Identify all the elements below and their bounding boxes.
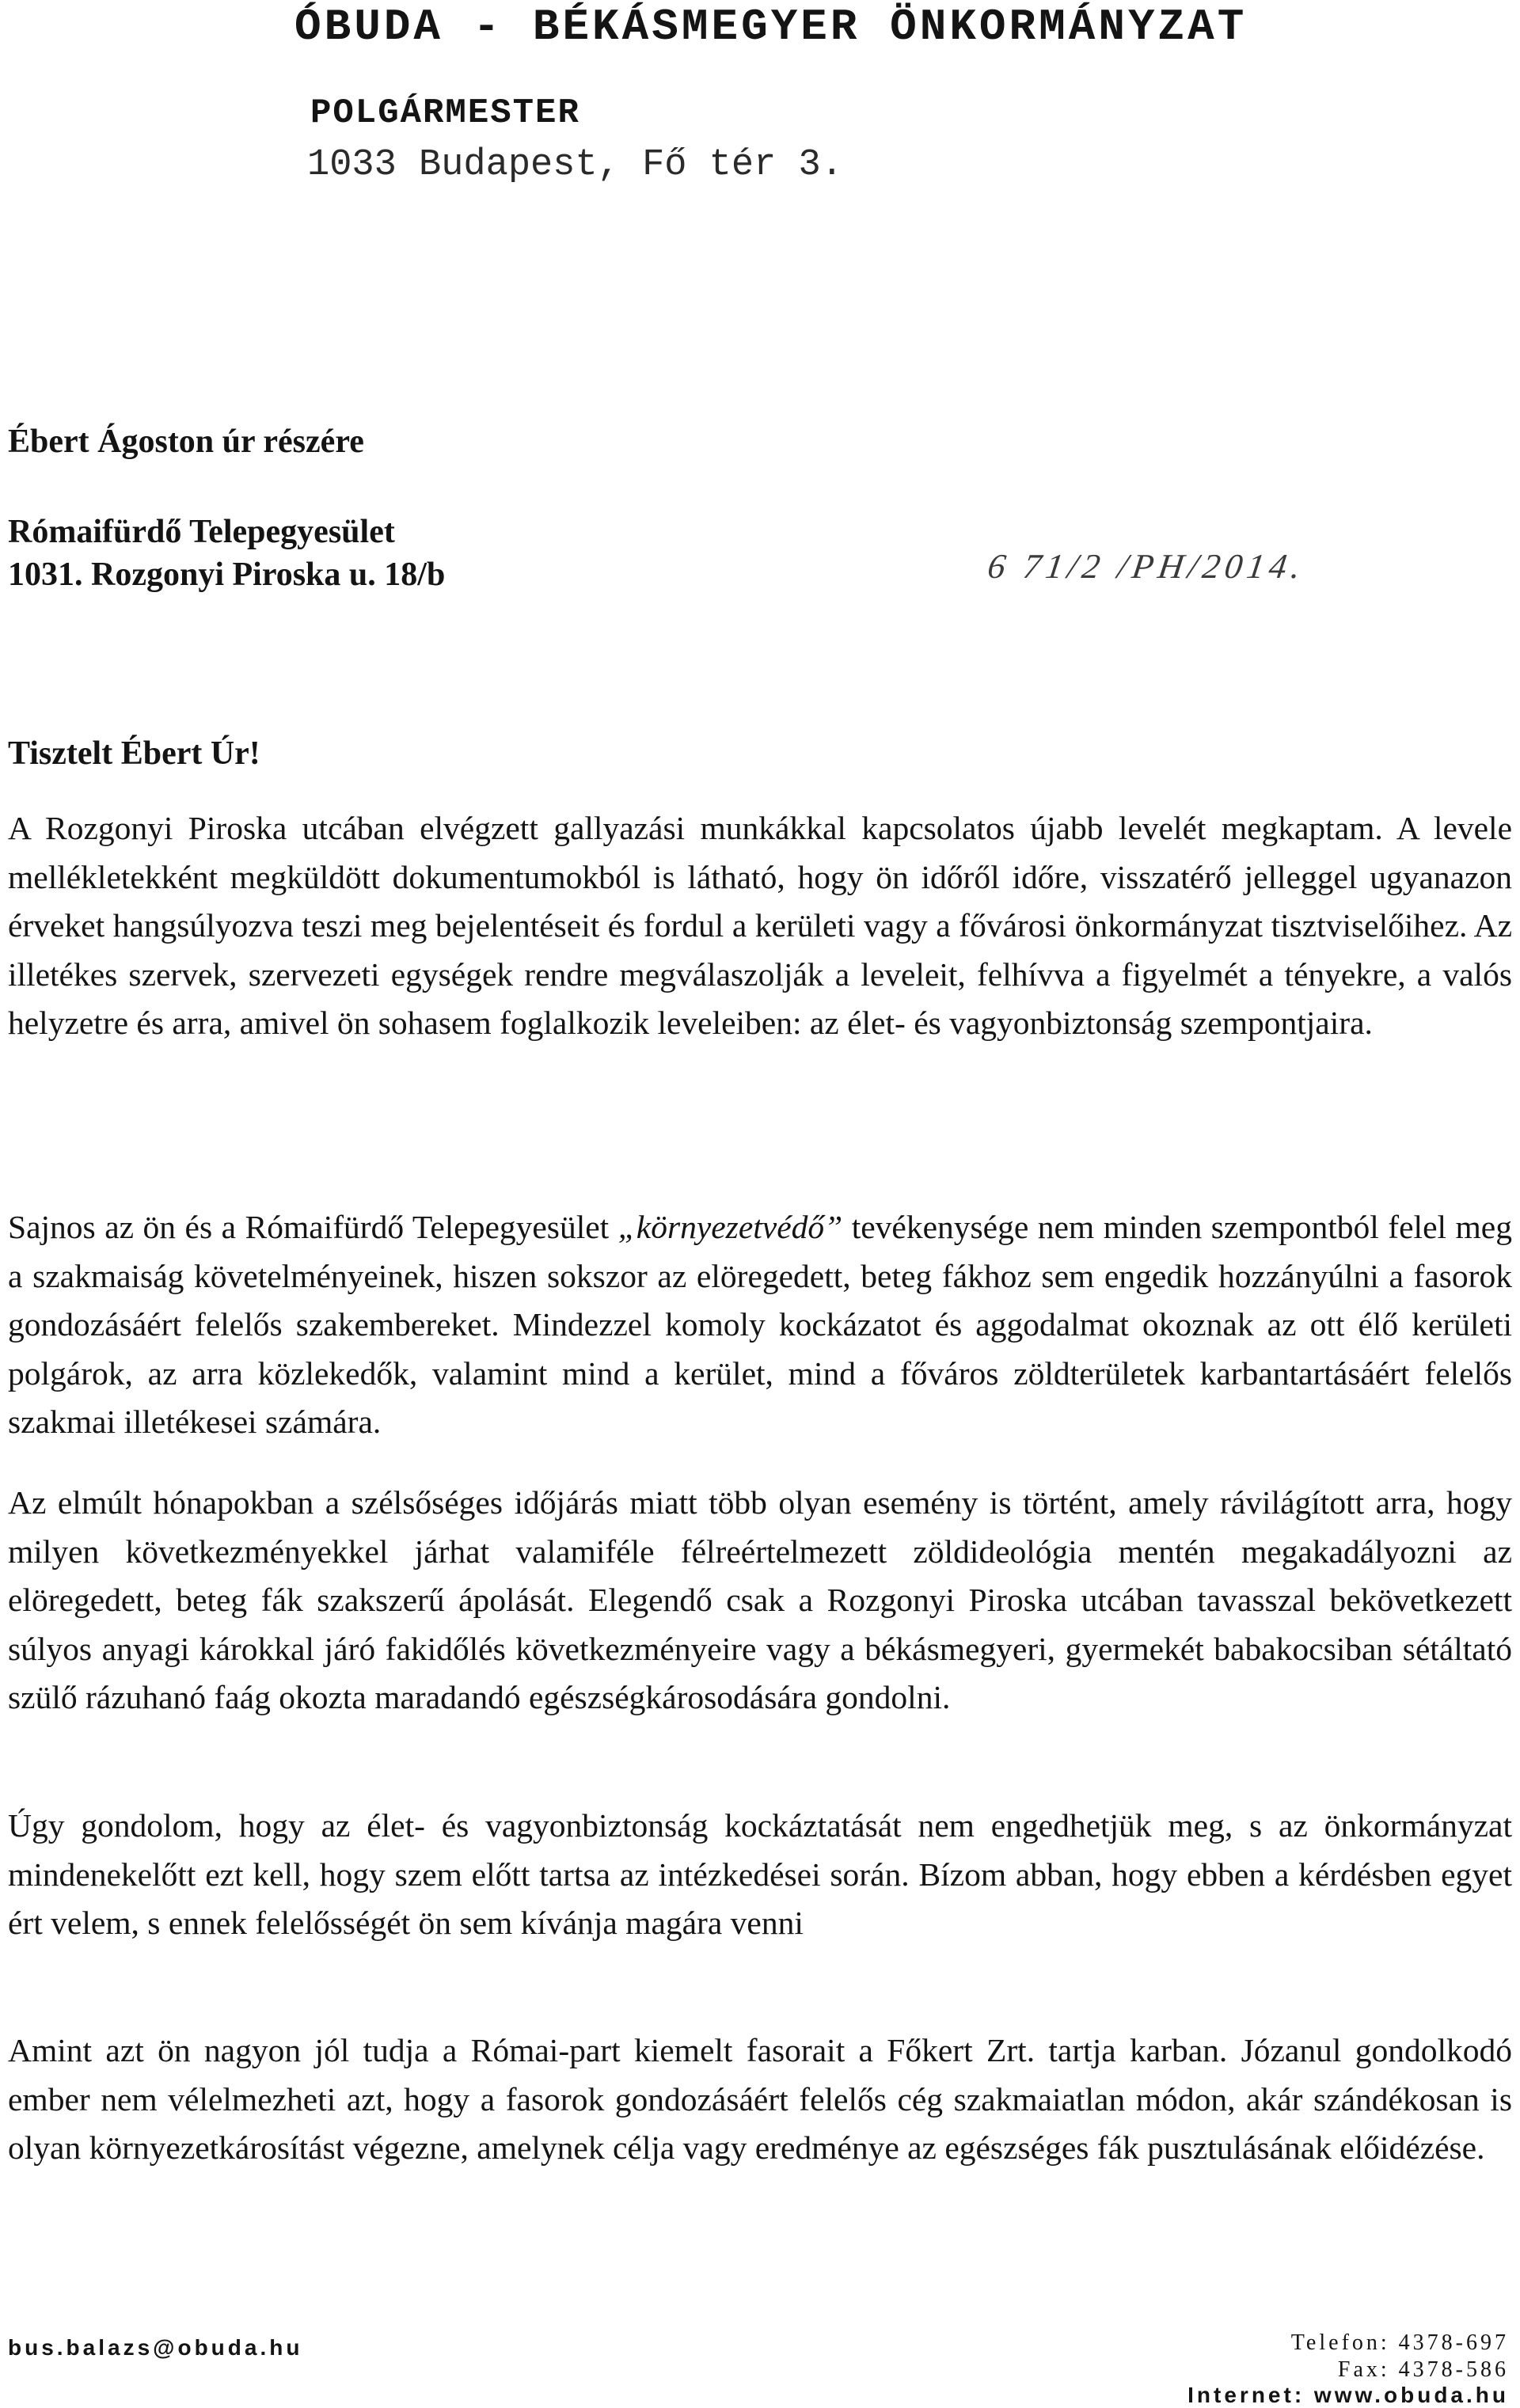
paragraph-text: tevékenysége nem minden szempontból felel meg a szakmaiság követelményeinek, hiszen sokszor az elöregedett, beteg fákhoz sem engedik hozzányúlni a fasorok gondozásáért felelős szakembereket. Mindezzel komoly kockázatot és aggodalmat okoznak az ott élő kerületi polgárok, az arra közlekedők, valamint mind a kerület, mind a főváros zöldterületek karbantartásáért felelős szakmai illetékesei számára.	[8, 1209, 1512, 1441]
footer-phone: Telefon: 4378-697	[1290, 2330, 1509, 2355]
body-paragraph-5: Amint azt ön nagyon jól tudja a Római-part kiemelt fasorait a Főkert Zrt. tartja karban. Józanul gondolkodó ember nem vélelmezheti azt, hogy a fasorok gondozásáért felelős cég szakmaiatlan módon, akár szándékosan is olyan környezetkárosítást végezne, amelynek célja vagy eredménye az egészséges fák pusztulásának előidézése.	[8, 2032, 1512, 2167]
body-paragraph-2	[8, 1203, 1512, 1447]
body-paragraph-4: Úgy gondolom, hogy az élet- és vagyonbiztonság kockáztatását nem engedhetjük meg, s az önkormányzat mindenekelőtt ezt kell, hogy szem előtt tartsa az intézkedései során. Bízom abban, hogy ebben a kérdésben egyet ért velem, s ennek felelősségét ön sem kívánja magára venni	[8, 1807, 1512, 1942]
recipient-address: 1031. Rozgonyi Piroska u. 18/b	[8, 556, 446, 593]
office-address: 1033 Budapest, Fő tér 3.	[307, 144, 843, 186]
footer-fax: Fax: 4378-586	[1337, 2357, 1509, 2382]
organization-name: ÓBUDA - BÉKÁSMEGYER ÖNKORMÁNYZAT	[294, 2, 1248, 52]
body-paragraph-1: A Rozgonyi Piroska utcában elvégzett gallyazási munkákkal kapcsolatos újabb levelét megkaptam. A levele mellékletekként megküldött dokumentumokból is látható, hogy ön időről időre, visszatérő jelleggel ugyanazon érveket hangsúlyozva teszi meg bejelentéseit és fordul a kerületi vagy a fővárosi önkormányzat tisztviselőihez. Az illetékes szervek, szervezeti egységek rendre megválaszolják a leveleit, felhívva a figyelmét a tényekre, a valós helyzetre és arra, amivel ön sohasem foglalkozik leveleiben: az élet- és vagyonbiztonság szempontjaira.	[8, 810, 1512, 1042]
footer-internet: Internet: www.obuda.hu	[1188, 2383, 1509, 2407]
footer-email: bus.balazs@obuda.hu	[8, 2335, 303, 2360]
recipient-organization: Rómaifürdő Telepegyesület	[8, 514, 395, 550]
quoted-term: „környezetvédő”	[618, 1209, 843, 1245]
body-paragraph-3: Az elmúlt hónapokban a szélsőséges időjárás miatt több olyan esemény is történt, amely rávilágított arra, hogy milyen következményekkel járhat valamiféle félreértelmezett zöldideológia mentén megakadályozni az elöregedett, beteg fák szakszerű ápolását. Elegendő csak a Rozgonyi Piroska utcában tavasszal bekövetkezett súlyos anyagi károkkal járó fakidőlés következményeire vagy a békásmegyeri, gyermekét babakocsiban sétáltató szülő rázuhanó faág okozta maradandó egészségkárosodására gondolni.	[8, 1484, 1512, 1716]
paragraph-text: Sajnos az ön és a Rómaifürdő Telepegyesület	[8, 1209, 618, 1245]
office-title: POLGÁRMESTER	[310, 93, 580, 133]
reference-number: 6 71/2 /PH/2014.	[985, 547, 1308, 586]
recipient-name: Ébert Ágoston úr részére	[8, 423, 364, 460]
salutation: Tisztelt Ébert Úr!	[8, 735, 260, 772]
